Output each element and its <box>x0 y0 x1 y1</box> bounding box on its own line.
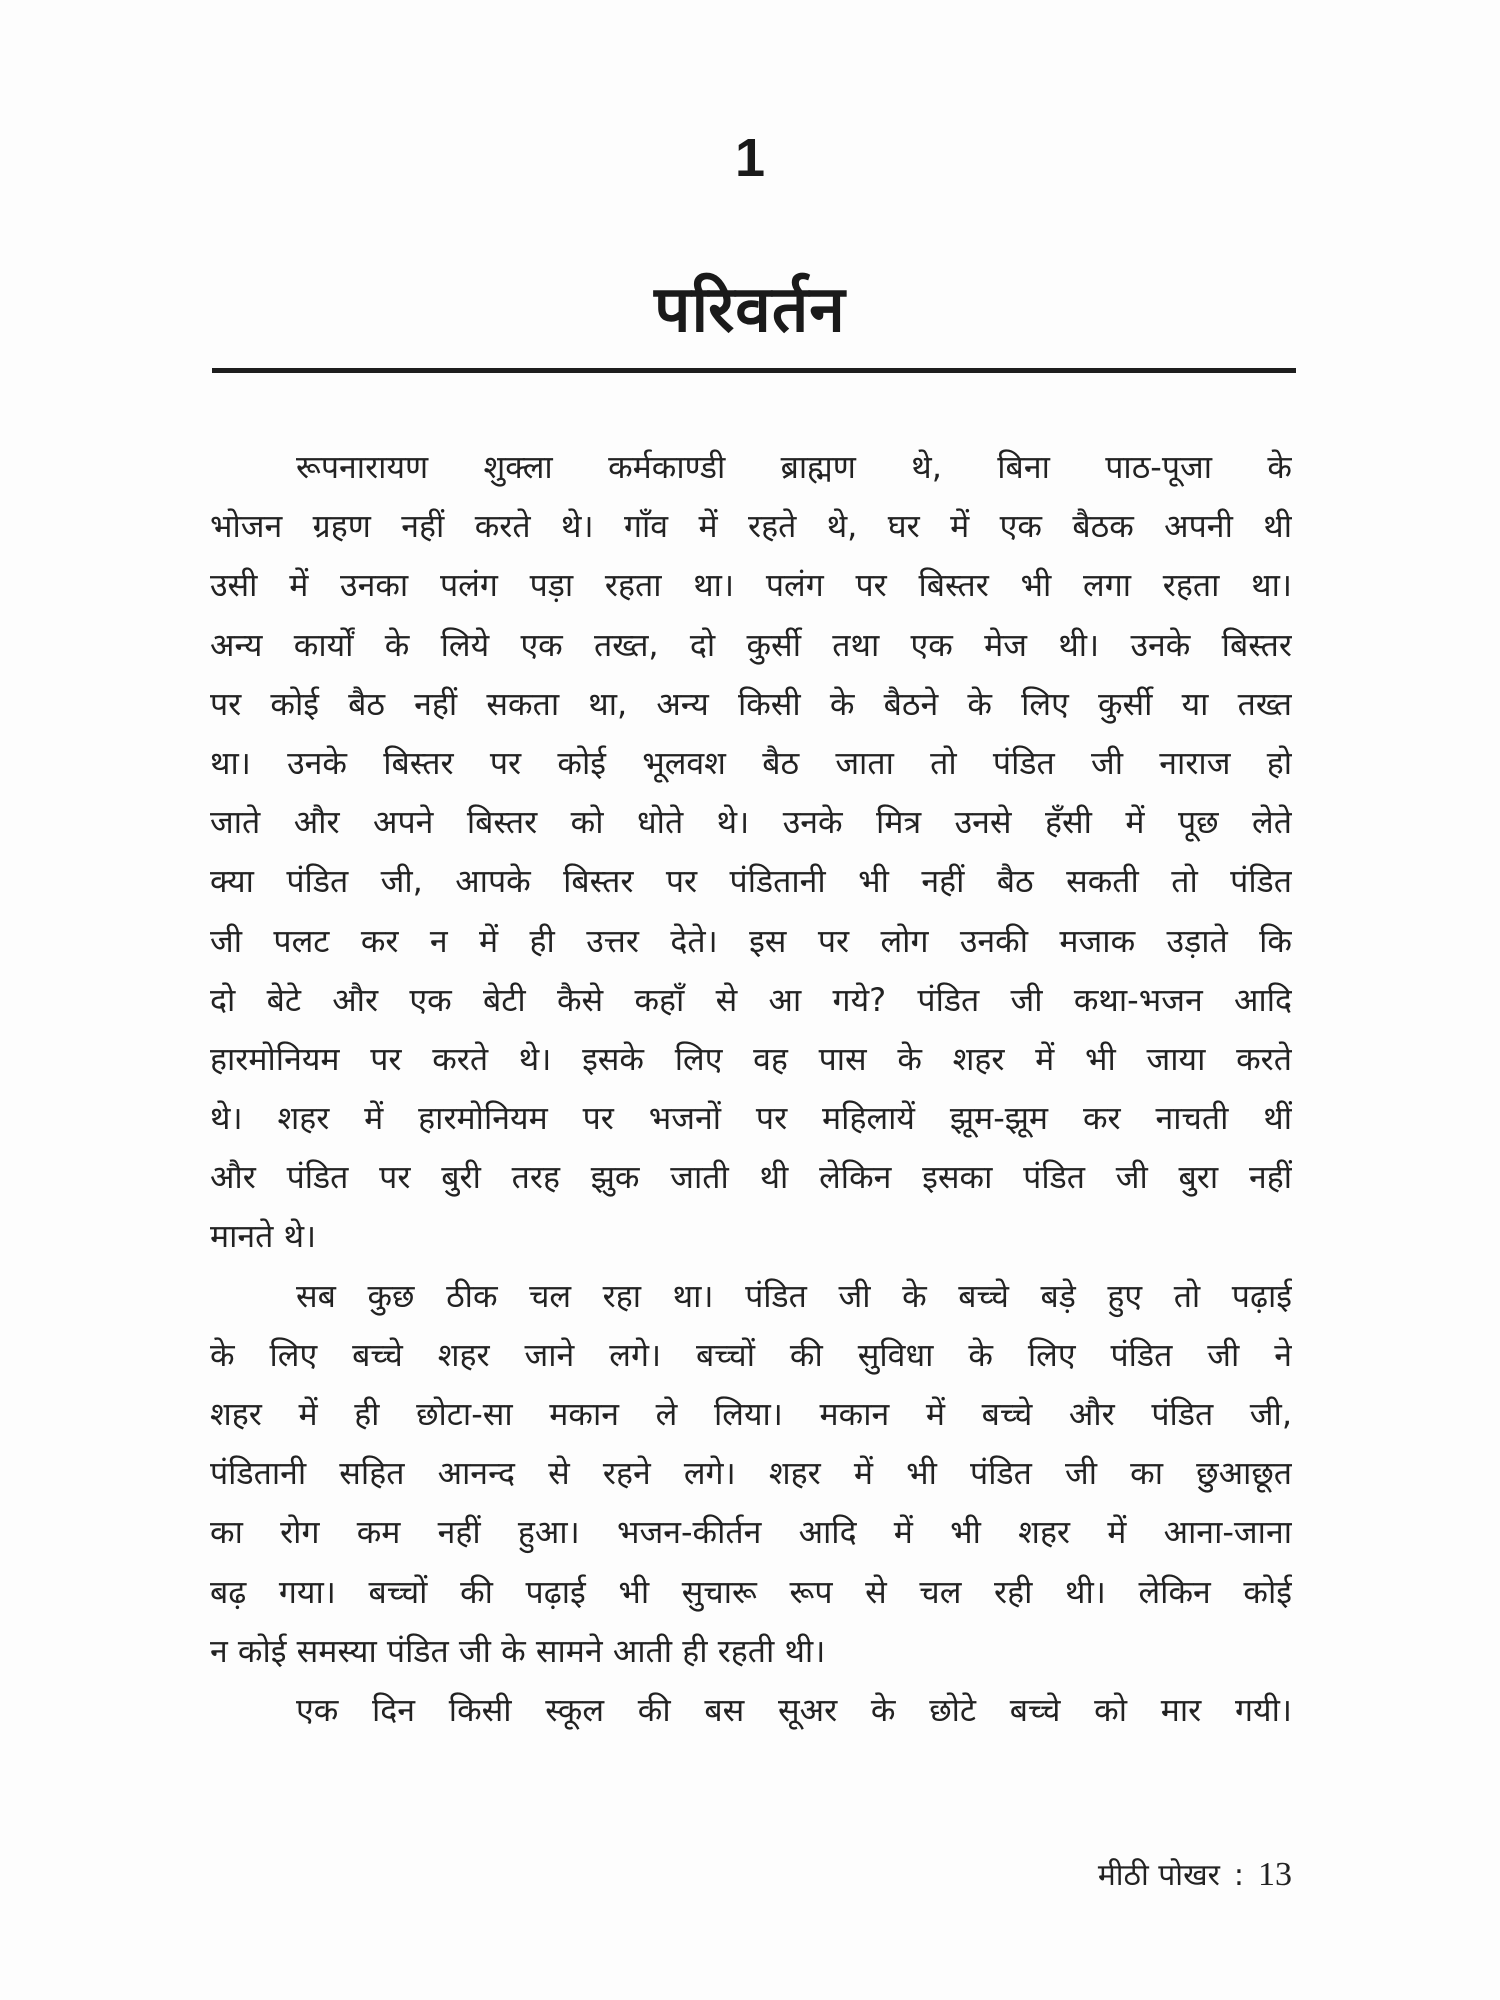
paragraph-2 <box>210 1267 1292 1681</box>
text-line: उसी में उनका पलंग पड़ा रहता था। पलंग पर बिस्तर भी लगा रहता था। <box>210 566 1292 605</box>
paragraph-3 <box>210 1681 1292 1740</box>
text-line: मानते थे। <box>210 1217 317 1256</box>
text-line: पंडितानी सहित आनन्द से रहने लगे। शहर में भी पंडित जी का छुआछूत <box>210 1454 1292 1493</box>
title-divider <box>212 368 1296 373</box>
chapter-body <box>210 438 1292 1740</box>
text-line: जी पलट कर न में ही उत्तर देते। इस पर लोग उनकी मजाक उड़ाते कि <box>210 921 1292 960</box>
text-line: सब कुछ ठीक चल रहा था। पंडित जी के बच्चे बड़े हुए तो पढ़ाई <box>296 1276 1292 1315</box>
text-line: बढ़ गया। बच्चों की पढ़ाई भी सुचारू रूप से चल रही थी। लेकिन कोई <box>210 1572 1292 1611</box>
text-line: क्या पंडित जी, आपके बिस्तर पर पंडितानी भी नहीं बैठ सकती तो पंडित <box>210 862 1292 901</box>
paragraph-1 <box>210 438 1292 1267</box>
text-line: न कोई समस्या पंडित जी के सामने आती ही रहती थी। <box>210 1631 826 1670</box>
chapter-title: परिवर्तन <box>654 273 846 347</box>
text-line: शहर में ही छोटा-सा मकान ले लिया। मकान में बच्चे और पंडित जी, <box>210 1395 1292 1433</box>
text-line: पर कोई बैठ नहीं सकता था, अन्य किसी के बैठने के लिए कुर्सी या तख्त <box>210 684 1292 723</box>
text-line: जाते और अपने बिस्तर को धोते थे। उनके मित्र उनसे हँसी में पूछ लेते <box>210 803 1292 842</box>
text-line: का रोग कम नहीं हुआ। भजन-कीर्तन आदि में भी शहर में आना-जाना <box>210 1513 1292 1552</box>
book-title: मीठी पोखर <box>1097 1858 1220 1893</box>
text-line: हारमोनियम पर करते थे। इसके लिए वह पास के शहर में भी जाया करते <box>210 1039 1292 1078</box>
text-line: था। उनके बिस्तर पर कोई भूलवश बैठ जाता तो पंडित जी नाराज हो <box>210 743 1292 782</box>
text-line: एक दिन किसी स्कूल की बस सूअर के छोटे बच्चे को मार गयी। <box>296 1690 1292 1729</box>
text-line: भोजन ग्रहण नहीं करते थे। गाँव में रहते थे, घर में एक बैठक अपनी थी <box>210 507 1292 546</box>
text-line: थे। शहर में हारमोनियम पर भजनों पर महिलायें झूम-झूम कर नाचती थीं <box>210 1099 1292 1138</box>
footer-separator: : <box>1233 1858 1244 1893</box>
chapter-number: 1 <box>734 128 766 188</box>
text-line: और पंडित पर बुरी तरह झुक जाती थी लेकिन इसका पंडित जी बुरा नहीं <box>210 1158 1292 1197</box>
text-line: रूपनारायण शुक्ला कर्मकाण्डी ब्राह्मण थे, बिना पाठ-पूजा के <box>296 448 1292 486</box>
text-line: के लिए बच्चे शहर जाने लगे। बच्चों की सुविधा के लिए पंडित जी ने <box>210 1335 1292 1374</box>
text-line: अन्य कार्यों के लिये एक तख्त, दो कुर्सी तथा एक मेज थी। उनके बिस्तर <box>210 625 1292 664</box>
page-footer <box>1098 1855 1292 1896</box>
text-line: दो बेटे और एक बेटी कैसे कहाँ से आ गये? पंडित जी कथा-भजन आदि <box>210 980 1292 1019</box>
page-number: 13 <box>1258 1856 1292 1893</box>
